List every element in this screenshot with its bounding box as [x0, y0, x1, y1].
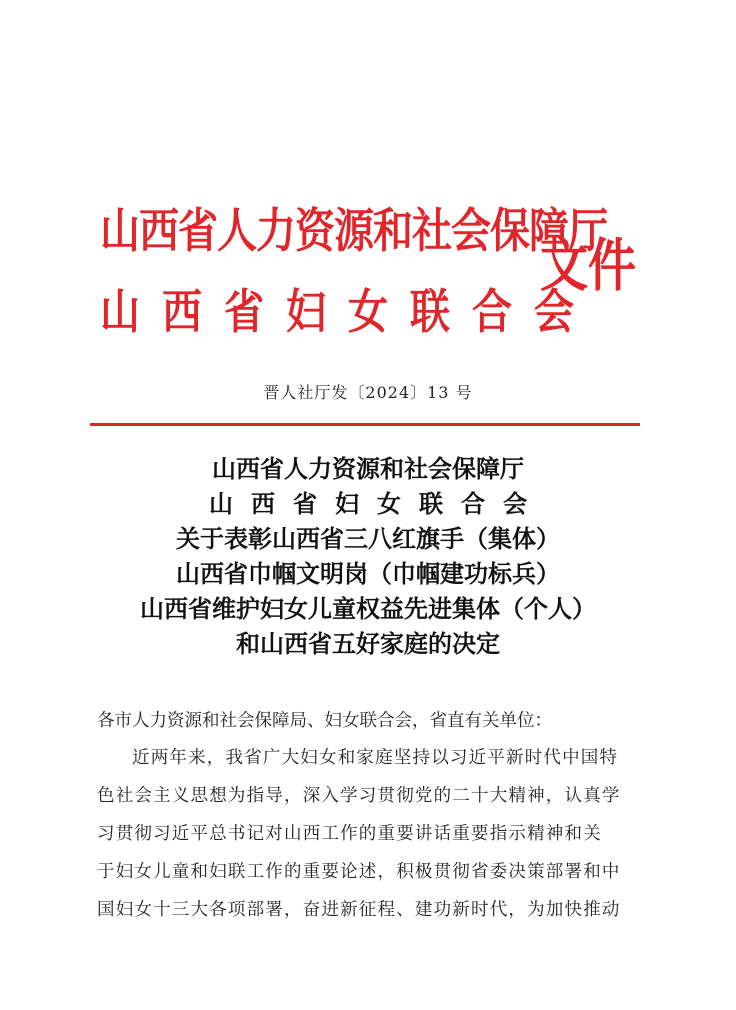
title-line-5: 山西省维护妇女儿童权益先进集体（个人） — [140, 594, 596, 623]
document-kind-label: 文件 — [540, 233, 637, 300]
title-line-4: 山西省巾帼文明岗（巾帼建功标兵） — [176, 559, 560, 588]
title-line-1: 山西省人力资源和社会保障厅 — [212, 454, 524, 483]
title-line-6: 和山西省五好家庭的决定 — [236, 629, 500, 658]
paragraph-line-3: 习贯彻习近平总书记对山西工作的重要讲话重要指示精神和关 — [97, 824, 602, 844]
paragraph-line-5: 国妇女十三大各项部署，奋进新征程、建功新时代，为加快推动 — [97, 900, 621, 920]
decision-title — [0, 451, 736, 661]
title-line-2: 山西省妇女联合会 — [209, 489, 545, 518]
salutation: 各市人力资源和社会保障局、妇女联合会，省直有关单位： — [97, 711, 552, 731]
paragraph-line-2: 色社会主义思想为指导，深入学习贯彻党的二十大精神，认真学 — [97, 786, 621, 806]
paragraph-line-1: 近两年来，我省广大妇女和家庭坚持以习近平新时代中国特 — [132, 748, 619, 768]
document-number: 晋人社厅发〔2024〕13 号 — [263, 383, 473, 402]
issuer-name-1: 山西省人力资源和社会保障厅 — [100, 203, 607, 259]
issuer-name-2: 山西省妇女联合会 — [100, 284, 596, 340]
red-separator-line — [90, 423, 640, 426]
paragraph-line-4: 于妇女儿童和妇联工作的重要论述，积极贯彻省委决策部署和中 — [97, 862, 621, 882]
title-line-3: 关于表彰山西省三八红旗手（集体） — [176, 524, 560, 553]
